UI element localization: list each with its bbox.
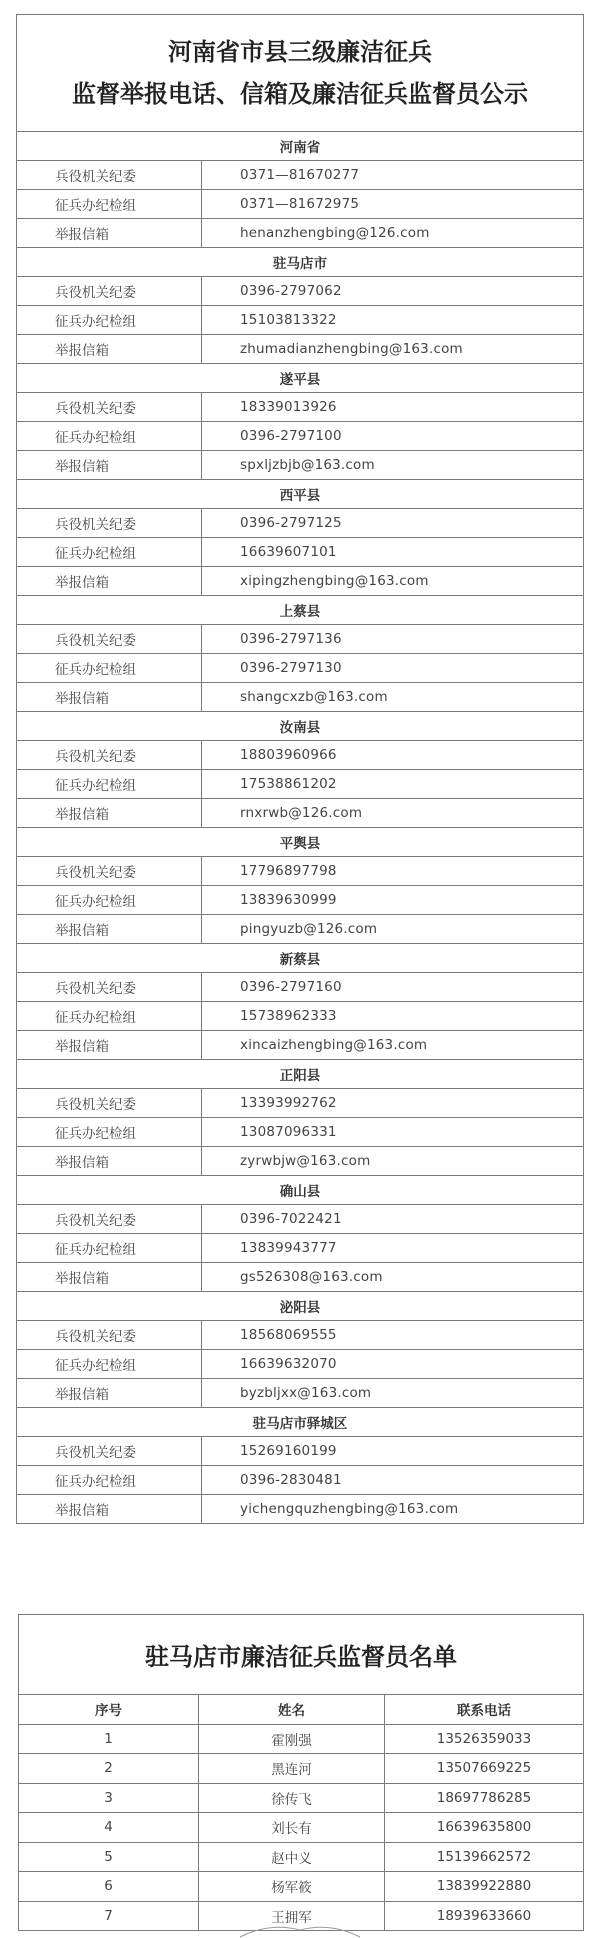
report-phone: 18568069555 [202,1321,584,1350]
contact-type-label: 征兵办纪检组 [17,1002,202,1031]
contact-type-label: 兵役机关纪委 [17,973,202,1002]
contact-row [17,1466,584,1495]
contact-row [17,1118,584,1147]
report-phone: 0396-2797160 [202,973,584,1002]
region-header: 河南省 [17,132,584,161]
supervisor-row [19,1754,584,1784]
supervisor-list-title: 驻马店市廉洁征兵监督员名单 [19,1615,584,1695]
report-email[interactable]: shangcxzb@163.com [202,683,584,712]
supervisor-row [19,1813,584,1843]
contact-row [17,973,584,1002]
contact-type-label: 举报信箱 [17,335,202,364]
supervisor-row [19,1872,584,1902]
contact-row [17,625,584,654]
contact-type-label: 举报信箱 [17,567,202,596]
header-name: 姓名 [199,1695,385,1725]
contact-type-label: 举报信箱 [17,219,202,248]
contact-row [17,567,584,596]
contact-type-label: 兵役机关纪委 [17,1205,202,1234]
report-phone: 0396-2797100 [202,422,584,451]
contact-type-label: 兵役机关纪委 [17,857,202,886]
contact-row [17,509,584,538]
contact-row [17,1031,584,1060]
report-email[interactable]: spxljzbjb@163.com [202,451,584,480]
region-header: 汝南县 [17,712,584,741]
region-header: 驻马店市 [17,248,584,277]
report-phone: 15103813322 [202,306,584,335]
contact-row [17,886,584,915]
supervisor-index: 6 [19,1872,199,1902]
contact-type-label: 兵役机关纪委 [17,741,202,770]
contact-type-label: 举报信箱 [17,683,202,712]
report-phone: 0396-2797125 [202,509,584,538]
region-header: 上蔡县 [17,596,584,625]
header-index: 序号 [19,1695,199,1725]
contact-row [17,1089,584,1118]
contact-row [17,422,584,451]
report-phone: 0371—81670277 [202,161,584,190]
supervisor-name: 黑连河 [199,1754,385,1784]
contact-row [17,1234,584,1263]
report-email[interactable]: henanzhengbing@126.com [202,219,584,248]
notice-title-line2: 监督举报电话、信箱及廉洁征兵监督员公示 [72,79,528,108]
supervisor-index: 5 [19,1842,199,1872]
contact-row [17,190,584,219]
contact-type-label: 征兵办纪检组 [17,886,202,915]
report-email[interactable]: zhumadianzhengbing@163.com [202,335,584,364]
supervisor-name: 杨军筱 [199,1872,385,1902]
region-header: 泌阳县 [17,1292,584,1321]
contact-row [17,306,584,335]
report-email[interactable]: pingyuzb@126.com [202,915,584,944]
report-phone: 18803960966 [202,741,584,770]
supervisor-index: 7 [19,1901,199,1931]
contact-row [17,277,584,306]
report-phone: 17796897798 [202,857,584,886]
report-phone: 17538861202 [202,770,584,799]
contact-type-label: 征兵办纪检组 [17,422,202,451]
report-phone: 16639607101 [202,538,584,567]
contact-type-label: 举报信箱 [17,799,202,828]
contact-type-label: 征兵办纪检组 [17,306,202,335]
notice-title [17,15,584,132]
contact-row [17,1002,584,1031]
contact-type-label: 举报信箱 [17,1495,202,1524]
contact-row [17,770,584,799]
region-header: 确山县 [17,1176,584,1205]
report-phone: 0396-7022421 [202,1205,584,1234]
contact-type-label: 举报信箱 [17,1147,202,1176]
report-phone: 0371—81672975 [202,190,584,219]
report-phone: 13839630999 [202,886,584,915]
region-header: 平舆县 [17,828,584,857]
contact-row [17,1205,584,1234]
contact-type-label: 举报信箱 [17,1031,202,1060]
region-header: 西平县 [17,480,584,509]
contact-type-label: 举报信箱 [17,915,202,944]
supervisor-name: 刘长有 [199,1813,385,1843]
contact-row [17,654,584,683]
contact-type-label: 兵役机关纪委 [17,1321,202,1350]
contact-row [17,1350,584,1379]
supervisor-name: 王拥军 [199,1901,385,1931]
supervisor-phone: 13507669225 [385,1754,584,1784]
report-phone: 18339013926 [202,393,584,422]
contact-type-label: 征兵办纪检组 [17,654,202,683]
supervisor-index: 3 [19,1783,199,1813]
supervisor-list-table [18,1614,584,1931]
contact-row [17,538,584,567]
report-phone: 15269160199 [202,1437,584,1466]
contact-type-label: 征兵办纪检组 [17,538,202,567]
supervisor-index: 2 [19,1754,199,1784]
contact-row [17,1147,584,1176]
contact-type-label: 兵役机关纪委 [17,393,202,422]
report-phone: 0396-2797130 [202,654,584,683]
report-phone: 15738962333 [202,1002,584,1031]
report-phone: 0396-2830481 [202,1466,584,1495]
region-header: 遂平县 [17,364,584,393]
supervisor-index: 4 [19,1813,199,1843]
supervisor-name: 赵中义 [199,1842,385,1872]
supervision-contacts-table [16,14,584,1524]
supervisor-phone: 18939633660 [385,1901,584,1931]
contact-type-label: 兵役机关纪委 [17,161,202,190]
contact-type-label: 征兵办纪检组 [17,1118,202,1147]
report-email[interactable]: rnxrwb@126.com [202,799,584,828]
region-header: 新蔡县 [17,944,584,973]
contact-row [17,741,584,770]
contact-type-label: 举报信箱 [17,1379,202,1408]
report-phone: 0396-2797062 [202,277,584,306]
contact-type-label: 征兵办纪检组 [17,1466,202,1495]
report-phone: 0396-2797136 [202,625,584,654]
contact-row [17,1263,584,1292]
report-phone: 13393992762 [202,1089,584,1118]
report-phone: 13839943777 [202,1234,584,1263]
contact-type-label: 兵役机关纪委 [17,277,202,306]
supervisor-name: 霍刚强 [199,1724,385,1754]
supervisor-phone: 16639635800 [385,1813,584,1843]
supervisor-row [19,1783,584,1813]
supervisor-phone: 18697786285 [385,1783,584,1813]
report-phone: 16639632070 [202,1350,584,1379]
supervisor-name: 徐传飞 [199,1783,385,1813]
supervisor-index: 1 [19,1724,199,1754]
contact-row [17,161,584,190]
contact-row [17,393,584,422]
contact-row [17,219,584,248]
contact-type-label: 兵役机关纪委 [17,625,202,654]
contact-type-label: 举报信箱 [17,1263,202,1292]
contact-row [17,799,584,828]
contact-type-label: 征兵办纪检组 [17,190,202,219]
report-email[interactable]: zyrwbjw@163.com [202,1147,584,1176]
supervisor-phone: 13839922880 [385,1872,584,1902]
contact-row [17,1379,584,1408]
contact-type-label: 兵役机关纪委 [17,1437,202,1466]
region-header: 驻马店市驿城区 [17,1408,584,1437]
supervisor-row [19,1724,584,1754]
contact-row [17,915,584,944]
supervisor-phone: 13526359033 [385,1724,584,1754]
contact-type-label: 举报信箱 [17,451,202,480]
contact-type-label: 征兵办纪检组 [17,1234,202,1263]
report-email[interactable]: byzbljxx@163.com [202,1379,584,1408]
contact-type-label: 兵役机关纪委 [17,509,202,538]
report-email[interactable]: xipingzhengbing@163.com [202,567,584,596]
supervisor-phone: 15139662572 [385,1842,584,1872]
contact-row [17,683,584,712]
contact-row [17,1321,584,1350]
header-phone: 联系电话 [385,1695,584,1725]
report-phone: 13087096331 [202,1118,584,1147]
notice-title-line1: 河南省市县三级廉洁征兵 [168,37,432,66]
report-email[interactable]: xincaizhengbing@163.com [202,1031,584,1060]
contact-row [17,451,584,480]
footer-ornament [200,1920,400,1938]
contact-row [17,857,584,886]
supervisor-row [19,1842,584,1872]
report-email[interactable]: yichengquzhengbing@163.com [202,1495,584,1524]
contact-row [17,1495,584,1524]
contact-type-label: 征兵办纪检组 [17,770,202,799]
contact-row [17,335,584,364]
report-email[interactable]: gs526308@163.com [202,1263,584,1292]
contact-type-label: 兵役机关纪委 [17,1089,202,1118]
contact-type-label: 征兵办纪检组 [17,1350,202,1379]
region-header: 正阳县 [17,1060,584,1089]
contact-row [17,1437,584,1466]
